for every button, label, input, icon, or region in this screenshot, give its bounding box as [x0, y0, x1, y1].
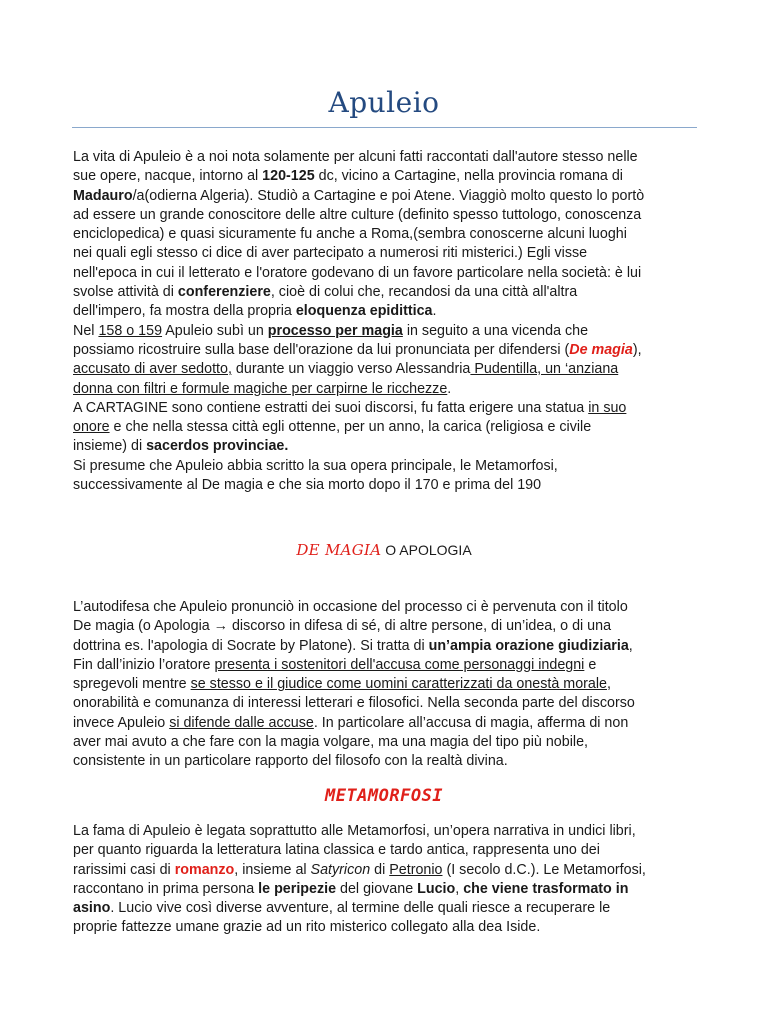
text-run: (I secolo d.C.). Le Metamorfosi,	[442, 861, 646, 878]
text-run: del giovane	[336, 880, 418, 897]
text-run: Si presume che Apuleio abbia scritto la sua opera principale, le Metamorfosi,	[73, 457, 558, 474]
text-run: .	[447, 380, 452, 397]
heading-de-magia-title: DE MAGIA	[296, 541, 382, 559]
text-run: romanzo	[174, 861, 235, 878]
text-run: conferenziere	[177, 284, 271, 301]
text-line	[73, 675, 701, 694]
text-run: ,	[455, 880, 464, 897]
text-run: raccontano in prima persona	[73, 880, 259, 897]
text-line	[73, 244, 701, 263]
page-title: Apuleio	[328, 86, 440, 119]
text-run: svolse attività di	[73, 284, 178, 301]
text-run: in suo	[588, 399, 627, 416]
text-line	[73, 360, 701, 379]
text-run: onore	[73, 419, 110, 436]
text-run: asino	[73, 900, 111, 917]
text-run: Lucio	[417, 880, 456, 897]
text-run: consistente in un particolare rapporto del filosofo con la realtà divina.	[73, 753, 508, 770]
text-run: dottrina es. l'apologia di Socrate by Platone). Si tratta di	[73, 637, 429, 654]
text-run: 158 o 159	[98, 322, 163, 339]
text-run: ,	[628, 637, 633, 654]
text-run: , insieme al	[234, 861, 311, 878]
text-run: De magia (o Apologia → discorso in difesa di sé, di altre persone, di un’idea, o di una	[73, 618, 612, 635]
text-run: Satyricon	[310, 861, 371, 878]
text-run: si difende dalle accuse	[169, 714, 314, 731]
text-line	[73, 476, 701, 495]
text-run: Apuleio subì un	[162, 322, 268, 339]
text-run: accusato di aver sedotto,	[73, 361, 232, 378]
text-run: donna con filtri e formule magiche per carpirne le ricchezze	[73, 380, 448, 397]
text-run: Fin dall’inizio l’oratore	[73, 656, 215, 673]
text-line	[73, 637, 701, 656]
de-magia-paragraph	[73, 598, 701, 772]
text-run: nei quali egli stesso ci dice di aver partecipato a numerosi riti misterici.) Egli visse	[73, 245, 588, 262]
text-run: e	[584, 656, 597, 673]
text-line	[73, 283, 701, 302]
section-heading-metamorfosi: METAMORFOSI	[324, 786, 444, 806]
text-run: Pudentilla, un ‘anziana	[470, 361, 619, 378]
text-line	[73, 880, 701, 899]
text-run: processo per magia	[267, 322, 403, 339]
text-run: ad essere un grande conoscitore delle altre culture (definito spesso tuttologo, conoscenza	[73, 206, 642, 223]
text-run: nell'epoca in cui il letterato e l'oratore godevano di un favore particolare nella società: è lui	[73, 264, 642, 281]
text-line	[73, 206, 701, 225]
text-run: L’autodifesa che Apuleio pronunciò in occasione del processo ci è pervenuta con il titolo	[73, 599, 628, 615]
text-line	[73, 341, 701, 360]
text-run: A CARTAGINE sono contiene estratti dei suoi discorsi, fu fatta erigere una statua	[73, 399, 589, 416]
text-run: ,	[607, 676, 611, 693]
text-run: , cioè di colui che, recandosi da una città all'altra	[270, 284, 578, 301]
title-divider	[72, 127, 697, 128]
text-line	[73, 437, 701, 456]
text-run: Nel	[73, 322, 99, 339]
text-run: enciclopedica) e quasi sicuramente fu anche a Roma,(sembra conoscerne alcuni luoghi	[73, 226, 627, 243]
text-line	[73, 264, 701, 283]
section-heading-de-magia	[0, 541, 768, 559]
text-run: aver mai avuto a che fare con la magia volgare, ma una magia del tipo più nobile,	[73, 734, 588, 751]
text-line	[73, 733, 701, 752]
text-line	[73, 694, 701, 713]
text-run: La fama di Apuleio è legata soprattutto alle Metamorfosi, un’opera narrativa in undici libri,	[73, 823, 636, 839]
text-line	[73, 302, 701, 321]
text-run: sacerdos provinciae.	[146, 438, 289, 455]
text-line	[73, 899, 701, 918]
text-run: /a(odierna Algeria). Studiò a Cartagine e poi Atene. Viaggiò molto questo lo portò	[132, 187, 645, 204]
text-run: che viene trasformato in	[463, 880, 629, 897]
text-line	[73, 380, 701, 399]
text-line	[73, 399, 701, 418]
text-line	[73, 656, 701, 675]
text-line	[73, 225, 701, 244]
text-run: sue opere, nacque, intorno al	[73, 168, 263, 185]
text-run: proprie fattezze umane grazie ad un rito misterico collegato alla dea Iside.	[73, 919, 541, 936]
text-run: se stesso e il giudice come uomini caratterizzati da onestà morale	[190, 676, 608, 693]
text-line	[73, 822, 701, 841]
text-run: De magia	[569, 341, 633, 358]
text-line	[73, 841, 701, 860]
text-run: di	[370, 861, 390, 878]
text-run: . Lucio vive così diverse avventure, al termine delle quali riesce a recuperare le	[110, 900, 611, 917]
text-run: successivamente al De magia e che sia morto dopo il 170 e prima del 190	[73, 477, 542, 494]
text-run: un’ampia orazione giudiziaria	[428, 637, 629, 654]
text-run: Madauro	[73, 187, 133, 204]
text-line	[73, 918, 701, 937]
text-run: dc, vicino a Cartagine, nella provincia romana di	[314, 168, 623, 185]
text-line	[73, 187, 701, 206]
biography-paragraph	[73, 148, 701, 495]
text-line	[73, 418, 701, 437]
text-run: in seguito a una vicenda che	[402, 322, 589, 339]
text-run: invece Apuleio	[73, 714, 170, 731]
text-run: ),	[632, 341, 642, 358]
text-run: insieme) di	[73, 438, 147, 455]
metamorfosi-paragraph	[73, 822, 701, 938]
text-line	[73, 148, 701, 167]
text-run: presenta i sostenitori dell'accusa come personaggi indegni	[214, 656, 585, 673]
text-run: eloquenza epidittica	[295, 303, 433, 320]
text-run: spregevoli mentre	[73, 676, 191, 693]
text-line	[73, 714, 701, 733]
text-run: La vita di Apuleio è a noi nota solamente per alcuni fatti raccontati dall'autore stesso nelle	[73, 149, 638, 165]
heading-de-magia-subtitle: O APOLOGIA	[381, 542, 472, 558]
text-line	[73, 167, 701, 186]
text-line	[73, 752, 701, 771]
text-line	[73, 598, 701, 617]
text-line	[73, 457, 701, 476]
text-run: rarissimi casi di	[73, 861, 175, 878]
text-line	[73, 322, 701, 341]
text-run: . In particolare all’accusa di magia, afferma di non	[313, 714, 629, 731]
text-run: possiamo ricostruire sulla base dell'orazione da lui pronunciata per difendersi (	[73, 341, 570, 358]
text-run: le peripezie	[258, 880, 337, 897]
text-line	[73, 617, 701, 636]
text-line	[73, 861, 701, 880]
text-run: Petronio	[389, 861, 443, 878]
text-run: onorabilità e comunanza di interessi letterari e filosofici. Nella seconda parte del discorso	[73, 695, 635, 712]
text-run: 120-125	[262, 168, 315, 185]
text-run: durante un viaggio verso Alessandria	[231, 361, 471, 378]
text-run: dell'impero, fa mostra della propria	[73, 303, 296, 320]
text-run: .	[432, 303, 437, 320]
text-run: e che nella stessa città egli ottenne, per un anno, la carica (religiosa e civile	[109, 419, 592, 436]
text-run: per quanto riguarda la letteratura latina classica e tardo antica, rappresenta uno dei	[73, 842, 600, 859]
